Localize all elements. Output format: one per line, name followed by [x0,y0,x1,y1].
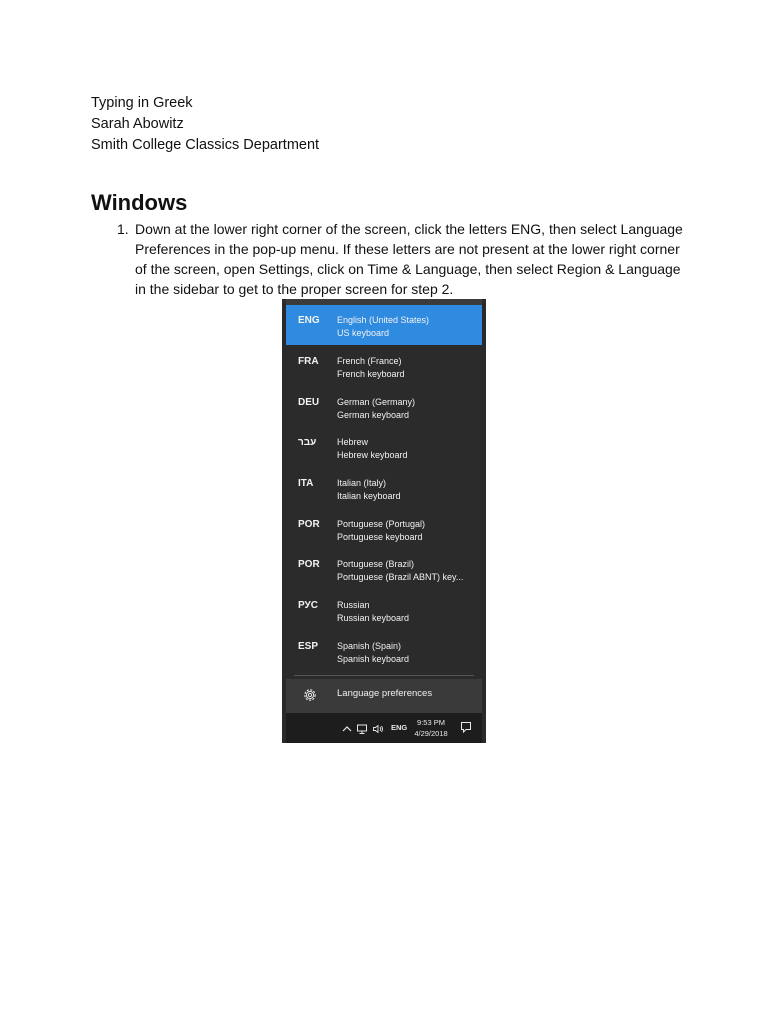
language-name: Italian (Italy) [337,478,387,488]
keyboard-name: French keyboard [337,369,405,379]
language-name: Hebrew [337,437,369,447]
language-code: POR [298,559,320,570]
language-item-eng[interactable] [286,305,482,345]
language-name: Russian [337,600,370,610]
language-item-por-portugal[interactable] [286,509,482,549]
language-name: French (France) [337,356,402,366]
chevron-up-icon[interactable] [341,722,353,734]
document-department: Smith College Classics Department [91,137,320,153]
language-name: Portuguese (Brazil) [337,559,415,569]
section-title: Windows [91,190,188,215]
language-menu-screenshot [282,299,486,743]
language-name: German (Germany) [337,397,416,407]
language-item-por-brazil[interactable] [286,549,482,589]
language-name: Spanish (Spain) [337,641,402,651]
screenshot-edge-right [482,299,486,743]
keyboard-name: Portuguese (Brazil ABNT) key... [337,572,464,582]
language-code: ENG [298,315,320,326]
step-number: 1. [117,221,129,237]
keyboard-name: Spanish keyboard [337,654,410,664]
notification-icon[interactable] [460,721,472,734]
taskbar-date: 4/29/2018 [414,729,448,738]
language-code: ITA [298,478,314,489]
language-preferences-button[interactable] [286,679,482,711]
keyboard-name: Hebrew keyboard [337,450,408,460]
keyboard-name: German keyboard [337,410,410,420]
language-item-esp[interactable] [286,631,482,671]
keyboard-name: Portuguese keyboard [337,532,423,542]
volume-icon[interactable] [372,722,384,734]
language-item-heb[interactable] [286,427,482,467]
language-name: English (United States) [337,315,430,325]
language-code: POR [298,519,320,530]
language-code: עבר [298,437,317,448]
taskbar-clock[interactable] [411,717,451,739]
keyboard-name: Italian keyboard [337,491,401,501]
menu-divider [294,675,474,676]
language-item-deu[interactable] [286,387,482,427]
language-preferences-label: Language preferences [337,688,433,699]
document-header [91,93,319,156]
language-item-fra[interactable] [286,346,482,386]
taskbar-language[interactable]: ENG [391,723,408,732]
language-code: FRA [298,356,319,367]
keyboard-name: Russian keyboard [337,613,410,623]
network-icon[interactable] [356,722,368,734]
taskbar-time: 9:53 PM [417,718,445,727]
language-menu [286,305,482,710]
keyboard-name: US keyboard [337,328,390,338]
language-code: ESP [298,641,319,652]
taskbar [286,713,482,743]
language-name: Portuguese (Portugal) [337,519,426,529]
document-author: Sarah Abowitz [91,116,184,132]
language-code: DEU [298,397,320,408]
language-code: РУС [298,600,318,611]
language-item-ita[interactable] [286,468,482,508]
step-text: Down at the lower right corner of the screen, click the letters ENG, then select Language Preferences in the pop-up menu. If these letters are not present at the lower right corner of the screen, open Settings, click on Time & Language, then select Region & Language in the sidebar to get to the proper screen for step 2. [135,221,683,297]
gear-icon [302,687,318,703]
document-title: Typing in Greek [91,95,193,111]
language-item-rus[interactable] [286,590,482,630]
